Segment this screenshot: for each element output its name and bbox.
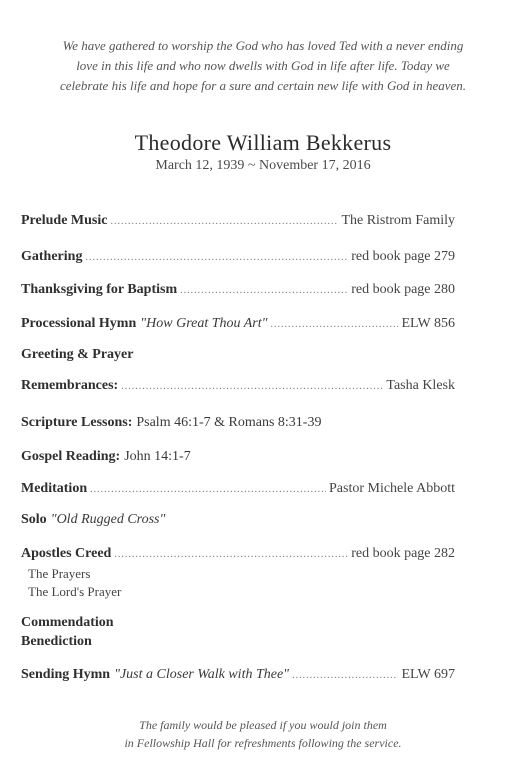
program-item-processional [21,313,455,336]
item-label: Sending Hymn [21,667,111,682]
item-value: red book page 279 [351,249,455,264]
program-item-prelude [21,210,455,233]
item-value: red book page 280 [351,282,455,297]
honoree-name: Theodore William Bekkerus [134,130,392,155]
item-label: Apostles Creed [21,546,112,561]
item-detail: Psalm 46:1-7 & Romans 8:31-39 [136,415,322,430]
item-label: Processional Hymn [21,316,137,331]
intro-paragraph [24,36,502,96]
item-label: Gathering [21,249,83,264]
item-value: Pastor Michele Abbott [329,481,455,496]
dot-leader [114,544,348,566]
dot-leader [271,314,399,336]
program-item-greeting [21,344,455,366]
item-value: The Ristrom Family [341,213,455,228]
dot-leader [180,280,348,302]
program-item-gospel [21,446,455,468]
program-item-sending [21,664,455,687]
item-label: Benediction [21,634,92,649]
item-value: ELW 697 [401,667,455,682]
item-label: Gospel Reading: [21,449,121,464]
honoree-dates: March 12, 1939 ~ November 17, 2016 [155,158,371,173]
hymn-title: "Just a Closer Walk with Thee" [114,667,290,682]
program-item-gathering [21,246,455,269]
item-label: Prelude Music [21,213,108,228]
hymn-title: "Old Rugged Cross" [50,512,166,527]
item-label: Meditation [21,481,88,496]
program-item-solo [21,509,455,531]
program-item-thanksgiving [21,279,455,302]
program-subitem-lords-prayer: The Lord's Prayer [28,584,122,599]
footer-line: in Fellowship Hall for refreshments following the service. [124,736,402,750]
intro-line: We have gathered to worship the God who has loved Ted with a never ending [62,38,464,53]
intro-line: celebrate his life and hope for a sure and certain new life with God in heaven. [59,78,467,93]
item-label: Commendation [21,615,114,630]
intro-line: love in this life and who now dwells with God in life after life. Today we [76,58,450,73]
item-label: Scripture Lessons: [21,415,133,430]
program-item-creed [21,543,455,566]
item-label: Remembrances: [21,378,119,393]
dot-leader [121,376,383,398]
program-subitem-prayers: The Prayers [28,566,91,581]
hymn-title: "How Great Thou Art" [140,316,268,331]
item-label: Solo [21,512,47,527]
item-value: Tasha Klesk [386,378,455,393]
dot-leader [110,211,338,233]
dot-leader [292,665,398,687]
item-label: Thanksgiving for Baptism [21,282,178,297]
program-item-remembrances [21,375,455,398]
footer-line: The family would be pleased if you would join them [139,718,387,732]
closing-invitation [0,716,526,752]
item-value: ELW 856 [401,316,455,331]
program-item-benediction [21,631,455,653]
dot-leader [90,479,326,501]
item-detail: John 14:1-7 [124,449,191,464]
item-label: Greeting & Prayer [21,347,134,362]
dot-leader [85,247,348,269]
program-item-meditation [21,478,455,501]
program-item-scripture [21,412,455,434]
item-value: red book page 282 [351,546,455,561]
